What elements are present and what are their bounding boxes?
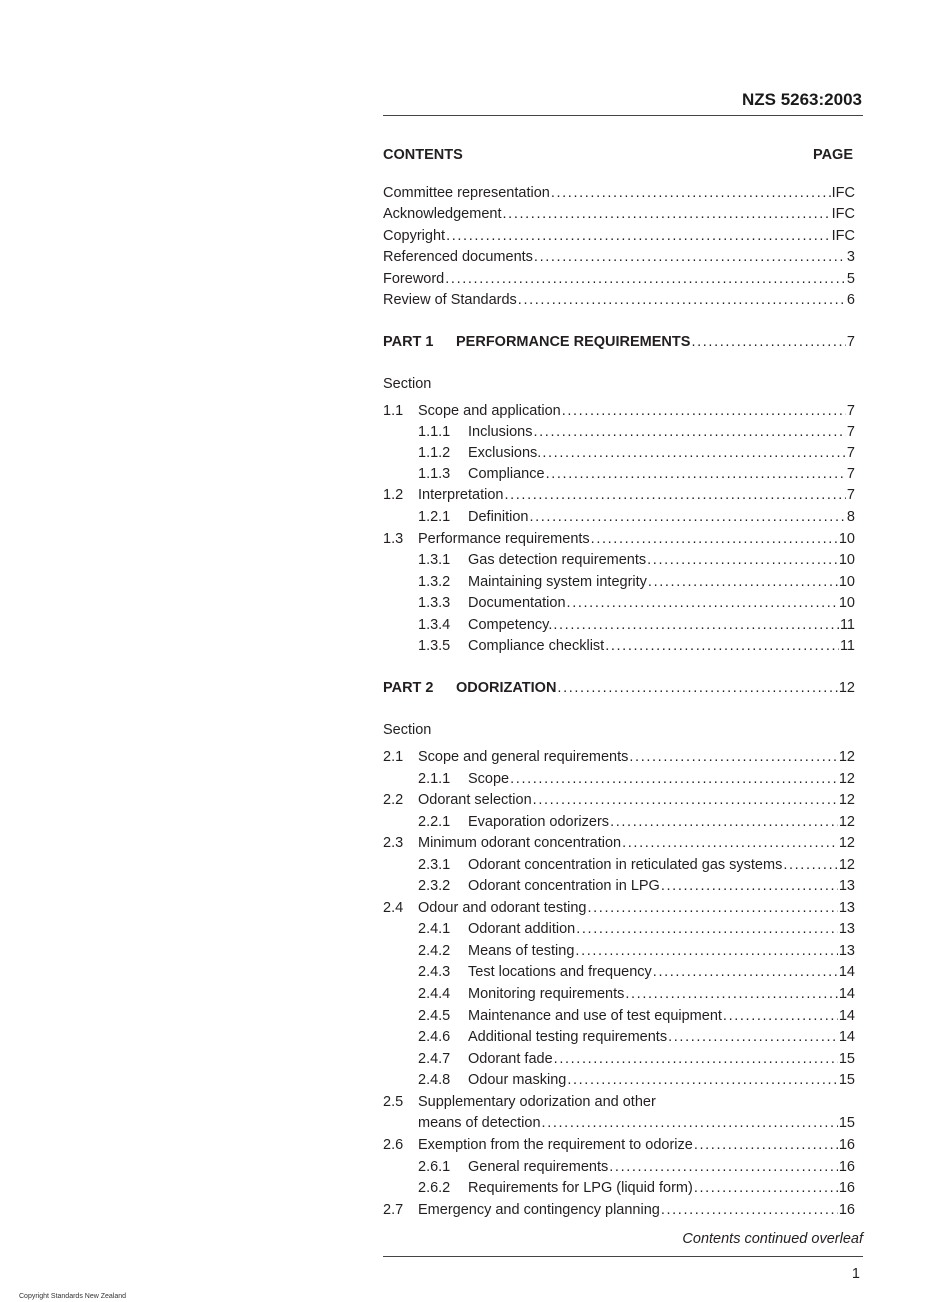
copyright-notice: Copyright Standards New Zealand [19,1293,127,1300]
toc-entry[interactable]: 1.1 Scope and application . . . 7 [383,401,855,421]
toc-subentry[interactable]: 1.3.5 Compliance checklist . . . 11 [418,636,855,656]
toc-entry[interactable]: Referenced documents . . . 3 [383,247,855,267]
toc-part-heading[interactable]: PART 2 ODORIZATION . . . 12 [383,678,855,698]
toc-subentry[interactable]: 2.4.4 Monitoring requirements . . . 14 [418,984,855,1004]
toc-entry[interactable]: 2.1 Scope and general requirements . . . 12 [383,747,855,767]
toc-subentry[interactable]: 2.4.3 Test locations and frequency . . . 14 [418,962,855,982]
document-number: NZS 5263:2003 [741,90,862,109]
toc-part-heading[interactable]: PART 1 PERFORMANCE REQUIREMENTS . . . 7 [383,332,855,352]
toc-subentry[interactable]: 1.3.3 Documentation . . . 10 [418,593,855,613]
toc-entry[interactable]: Acknowledgement . . . IFC [383,204,855,224]
toc-entry[interactable]: 2.3 Minimum odorant concentration . . . 12 [383,833,855,853]
toc-subentry[interactable]: 2.3.2 Odorant concentration in LPG . . . 13 [418,876,855,896]
toc-subentry[interactable]: 2.1.1 Scope . . . 12 [418,769,855,789]
footer-rule [383,1256,863,1257]
toc-subentry[interactable]: 1.1.2 Exclusions. . . . 7 [418,443,855,463]
section-label: Section [383,376,432,392]
toc-entry[interactable]: Foreword . . . 5 [383,269,855,289]
contents-heading: CONTENTS [383,147,463,163]
toc-entry[interactable]: Copyright . . . IFC [383,226,855,246]
toc-entry[interactable]: 2.6 Exemption from the requirement to odorize . . . 16 [383,1135,855,1155]
toc-subentry[interactable]: 2.3.1 Odorant concentration in reticulated gas systems . . . 12 [418,855,855,875]
toc-entry[interactable]: Committee representation . . . IFC [383,183,855,203]
toc-subentry[interactable]: 2.6.2 Requirements for LPG (liquid form) . . . 16 [418,1178,855,1198]
toc-subentry[interactable]: 1.1.3 Compliance . . . 7 [418,464,855,484]
toc-entry-continuation[interactable]: means of detection . . . 15 [383,1113,855,1133]
toc-subentry[interactable]: 2.4.8 Odour masking . . . 15 [418,1070,855,1090]
toc-entry[interactable]: 2.5 Supplementary odorization and other [383,1094,656,1110]
toc-entry[interactable]: Review of Standards . . . 6 [383,290,855,310]
page-number: 1 [851,1266,860,1282]
toc-subentry[interactable]: 2.4.2 Means of testing . . . 13 [418,941,855,961]
toc-entry[interactable]: 2.7 Emergency and contingency planning . . . 16 [383,1200,855,1220]
toc-subentry[interactable]: 2.4.1 Odorant addition . . . 13 [418,919,855,939]
contents-continued-note: Contents continued overleaf [682,1231,863,1247]
toc-subentry[interactable]: 2.4.7 Odorant fade . . . 15 [418,1049,855,1069]
table-of-contents [383,0,855,1302]
toc-subentry[interactable]: 1.3.1 Gas detection requirements . . . 10 [418,550,855,570]
toc-subentry[interactable]: 1.1.1 Inclusions . . . 7 [418,422,855,442]
toc-entry[interactable]: 1.2 Interpretation . . . 7 [383,485,855,505]
toc-subentry[interactable]: 2.4.5 Maintenance and use of test equipment . . . 14 [418,1006,855,1026]
toc-entry[interactable]: 2.4 Odour and odorant testing . . . 13 [383,898,855,918]
toc-subentry[interactable]: 1.2.1 Definition . . . 8 [418,507,855,527]
toc-subentry[interactable]: 2.4.6 Additional testing requirements . . . 14 [418,1027,855,1047]
toc-subentry[interactable]: 1.3.2 Maintaining system integrity . . . 10 [418,572,855,592]
toc-entry[interactable]: 2.2 Odorant selection . . . 12 [383,790,855,810]
toc-subentry[interactable]: 2.2.1 Evaporation odorizers . . . 12 [418,812,855,832]
toc-subentry[interactable]: 1.3.4 Competency. . . . 11 [418,615,855,635]
toc-subentry[interactable]: 2.6.1 General requirements . . . 16 [418,1157,855,1177]
toc-entry[interactable]: 1.3 Performance requirements . . . 10 [383,529,855,549]
section-label: Section [383,722,432,738]
page-column-heading: PAGE [812,147,853,163]
